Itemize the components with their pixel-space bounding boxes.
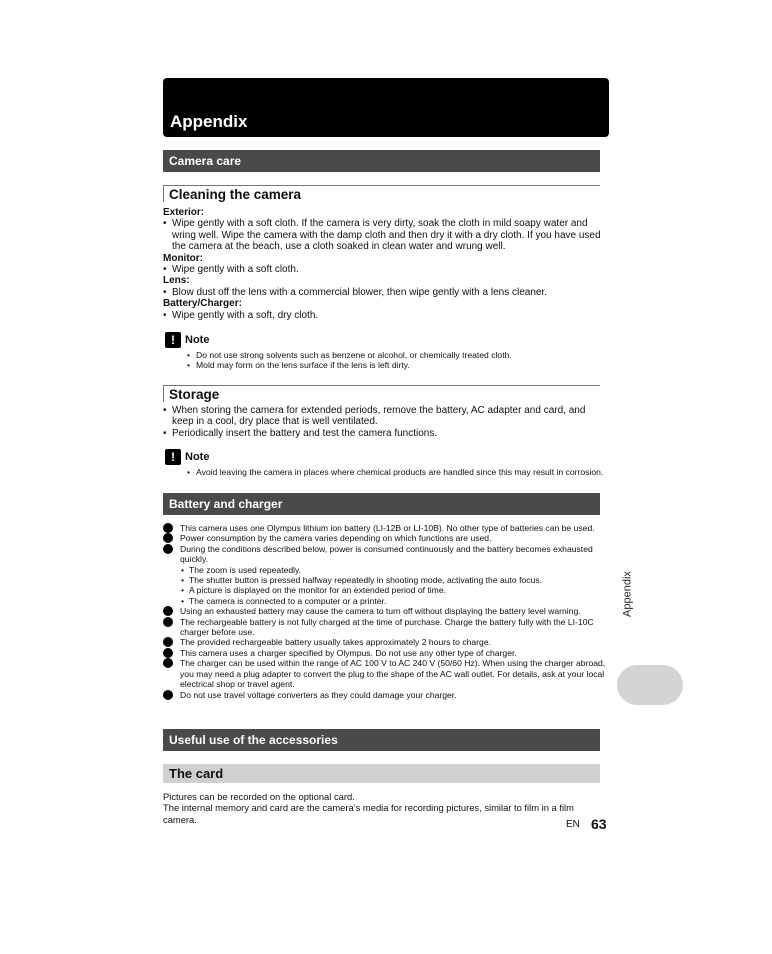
battery-charger-label: Battery/Charger: xyxy=(163,298,242,310)
exclamation-icon: ! xyxy=(165,332,181,348)
page-number: 63 xyxy=(591,816,607,832)
card-body xyxy=(163,791,608,825)
exterior-label: Exterior: xyxy=(163,207,205,218)
battery-item: Power consumption by the camera varies depending on which functions are used. xyxy=(163,533,608,543)
bullet-dot xyxy=(163,690,173,700)
note-label-2: Note xyxy=(185,451,210,463)
battery-charger-text: • Wipe gently with a soft, dry cloth. xyxy=(163,310,608,321)
card-text-2: The internal memory and card are the camera’s media for recording pictures, similar to film in a film camera. xyxy=(163,802,574,825)
subhead-card: The card xyxy=(163,764,600,783)
battery-sub-item: • The camera is connected to a computer or a printer. xyxy=(163,596,608,606)
battery-item: The charger can be used within the range of AC 100 V to AC 240 V (50/60 Hz). When using the charger abroad, you may need a plug adapter to convert the plug to the shape of the AC wall outlet. For details, ask at your local electrical shop or travel agent. xyxy=(163,658,608,689)
bullet-dot xyxy=(163,533,173,543)
card-text-1: Pictures can be recorded on the optional card. xyxy=(163,791,355,802)
note1-item: • Do not use strong solvents such as benzene or alcohol, or chemically treated cloth. xyxy=(187,350,607,360)
section-battery-charger: Battery and charger xyxy=(163,493,600,515)
chapter-header xyxy=(163,78,609,137)
lens-text: • Blow dust off the lens with a commercial blower, then wipe gently with a lens cleaner. xyxy=(163,287,608,298)
monitor-label: Monitor: xyxy=(163,252,203,264)
battery-sub-item: • The zoom is used repeatedly. xyxy=(163,565,608,575)
note-list-1 xyxy=(187,350,607,371)
battery-item: This camera uses a charger specified by Olympus. Do not use any other type of charger. xyxy=(163,648,608,658)
cleaning-body xyxy=(163,207,608,321)
battery-item: This camera uses one Olympus lithium ion battery (LI-12B or LI-10B). No other type of batteries can be used. xyxy=(163,523,608,533)
note-label-1: Note xyxy=(185,334,210,346)
storage-list xyxy=(163,405,608,439)
battery-item: Using an exhausted battery may cause the camera to turn off without displaying the battery level warning. xyxy=(163,606,608,616)
bullet-dot xyxy=(163,648,173,658)
battery-item: The rechargeable battery is not fully charged at the time of purchase. Charge the battery fully with the LI-10C charger before use. xyxy=(163,617,608,638)
side-tab-marker xyxy=(617,665,683,705)
side-section-label: Appendix xyxy=(621,571,634,617)
lens-label: Lens: xyxy=(163,275,190,287)
battery-list xyxy=(163,523,608,700)
section-accessories: Useful use of the accessories xyxy=(163,729,600,751)
subhead-cleaning: Cleaning the camera xyxy=(163,185,600,202)
storage-item: • Periodically insert the battery and test the camera functions. xyxy=(163,428,608,439)
page-lang: EN xyxy=(566,819,580,830)
note-list-2 xyxy=(187,467,608,477)
exterior-text: • Wipe gently with a soft cloth. If the camera is very dirty, soak the cloth in mild soapy water and wring well. Wipe the camera with the damp cloth and then dry it with a dry cloth. If you have used the camera at the beach, use a cloth soaked in clean water and wrung well. xyxy=(163,218,608,252)
bullet-dot xyxy=(163,544,173,554)
bullet-dot xyxy=(163,658,173,668)
storage-item: • When storing the camera for extended periods, remove the battery, AC adapter and card, and keep in a cool, dry place that is well ventilated. xyxy=(163,405,608,428)
section-camera-care: Camera care xyxy=(163,150,600,172)
note-heading-1 xyxy=(165,332,209,348)
battery-item: During the conditions described below, power is consumed continuously and the battery becomes exhausted quickly. xyxy=(163,544,608,565)
battery-sub-item: • A picture is displayed on the monitor for an extended period of time. xyxy=(163,585,608,595)
monitor-text: • Wipe gently with a soft cloth. xyxy=(163,264,608,275)
chapter-title: Appendix xyxy=(170,112,248,131)
bullet-dot xyxy=(163,523,173,533)
note1-item: • Mold may form on the lens surface if the lens is left dirty. xyxy=(187,360,607,370)
battery-item: The provided rechargeable battery usually takes approximately 2 hours to charge. xyxy=(163,637,608,647)
battery-item: Do not use travel voltage converters as they could damage your charger. xyxy=(163,690,608,700)
exclamation-icon: ! xyxy=(165,449,181,465)
note-heading-2 xyxy=(165,449,209,465)
bullet-dot xyxy=(163,637,173,647)
subhead-storage: Storage xyxy=(163,385,600,402)
battery-sub-item: • The shutter button is pressed halfway repeatedly in shooting mode, activating the auto focus. xyxy=(163,575,608,585)
note2-item: • Avoid leaving the camera in places where chemical products are handled since this may result in corrosion. xyxy=(187,467,608,477)
bullet-dot xyxy=(163,606,173,616)
bullet-dot xyxy=(163,617,173,627)
